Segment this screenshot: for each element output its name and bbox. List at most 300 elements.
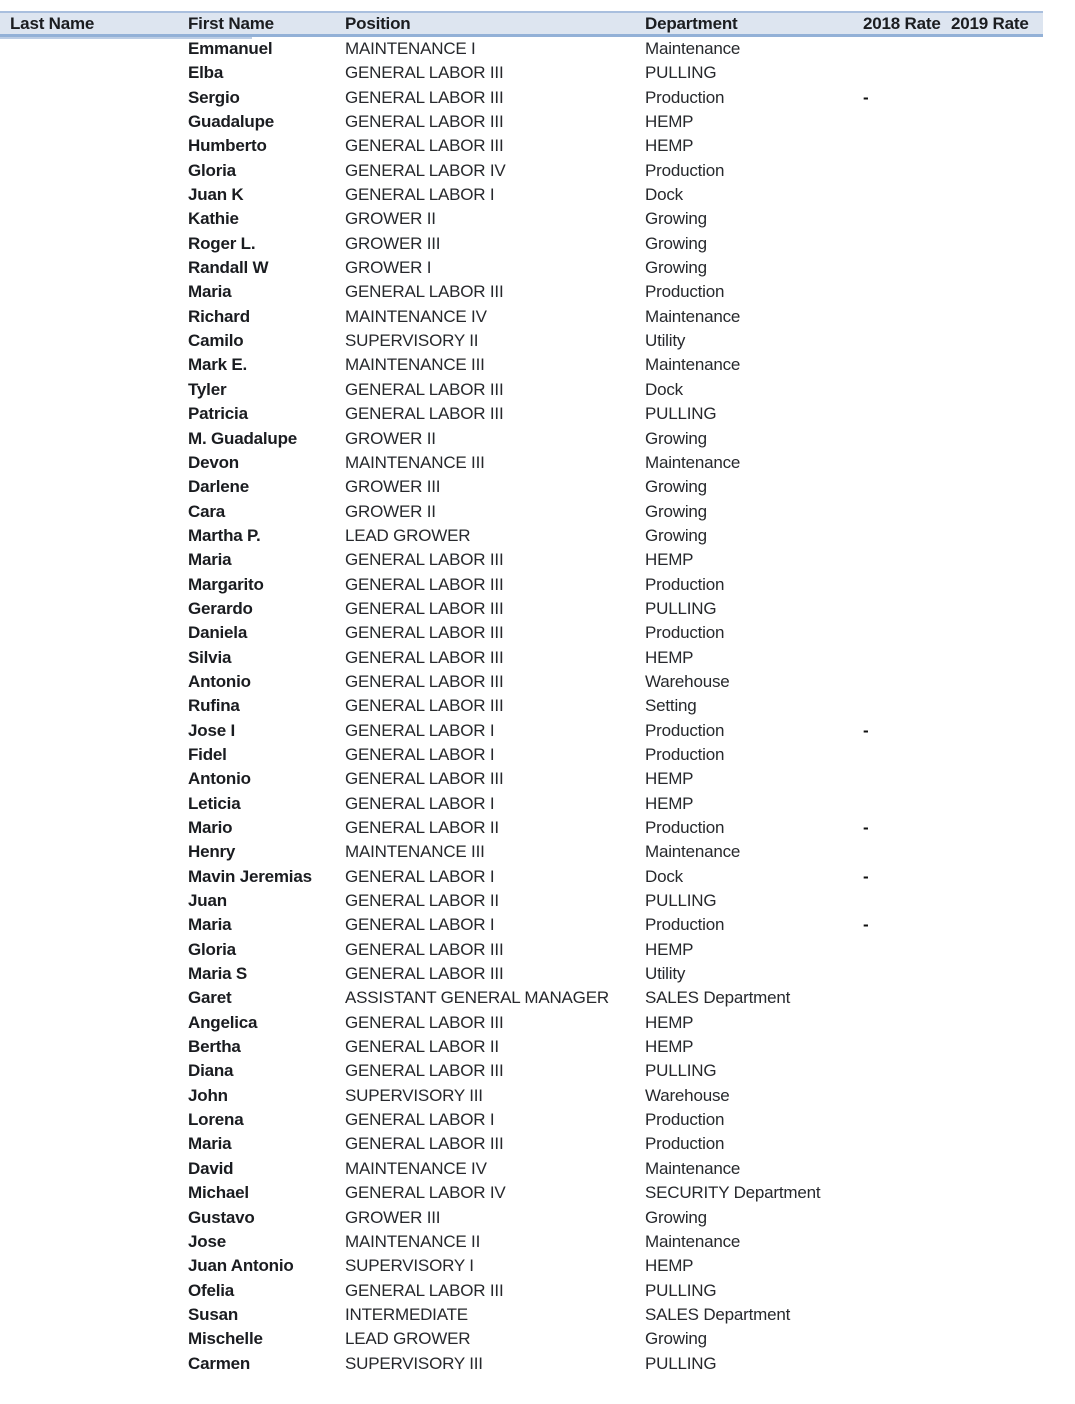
cell-last-name xyxy=(0,792,188,816)
cell-position: GENERAL LABOR III xyxy=(345,282,504,302)
cell-department: Growing xyxy=(645,501,707,521)
cell-department: PULLING xyxy=(645,1061,717,1081)
table-row xyxy=(0,1108,1043,1132)
cell-position: MAINTENANCE II xyxy=(345,1231,481,1251)
cell-2019-rate xyxy=(948,1035,1043,1059)
cell-position: SUPERVISORY I xyxy=(345,1256,474,1276)
cell-first-name: Garet xyxy=(188,988,232,1008)
cell-position: GROWER III xyxy=(345,1207,441,1227)
cell-department: HEMP xyxy=(645,1256,694,1276)
cell-2019-rate xyxy=(948,110,1043,134)
cell-2018-rate xyxy=(860,305,948,329)
table-row xyxy=(0,353,1043,377)
cell-department: Production xyxy=(645,1110,725,1130)
cell-2018-rate xyxy=(860,1059,948,1083)
cell-last-name xyxy=(0,865,188,889)
cell-department: Growing xyxy=(645,477,707,497)
cell-2019-rate xyxy=(948,61,1043,85)
cell-position: GROWER II xyxy=(345,428,436,448)
cell-last-name xyxy=(0,962,188,986)
table-row xyxy=(0,37,1043,61)
cell-position: ASSISTANT GENERAL MANAGER xyxy=(345,988,609,1008)
cell-department: Production xyxy=(645,915,725,935)
table-row xyxy=(0,134,1043,158)
cell-2019-rate xyxy=(948,1303,1043,1327)
cell-last-name xyxy=(0,378,188,402)
cell-2018-rate xyxy=(860,256,948,280)
cell-last-name xyxy=(0,1230,188,1254)
cell-first-name: Cara xyxy=(188,501,226,521)
cell-2018-rate: - xyxy=(863,720,869,740)
col-header-last-name: Last Name xyxy=(10,14,95,33)
cell-2018-rate xyxy=(860,1132,948,1156)
cell-2018-rate xyxy=(860,938,948,962)
cell-2018-rate xyxy=(860,451,948,475)
cell-last-name xyxy=(0,670,188,694)
cell-last-name xyxy=(0,621,188,645)
cell-2018-rate xyxy=(860,1181,948,1205)
cell-first-name: Martha P. xyxy=(188,525,261,545)
cell-last-name xyxy=(0,61,188,85)
cell-first-name: Patricia xyxy=(188,404,248,424)
table-row xyxy=(0,573,1043,597)
cell-2018-rate xyxy=(860,792,948,816)
cell-2019-rate xyxy=(948,1157,1043,1181)
cell-2019-rate xyxy=(948,670,1043,694)
cell-first-name: Juan xyxy=(188,891,227,911)
cell-position: GENERAL LABOR I xyxy=(345,744,495,764)
cell-department: PULLING xyxy=(645,891,717,911)
cell-2019-rate xyxy=(948,573,1043,597)
cell-department: PULLING xyxy=(645,598,717,618)
cell-last-name xyxy=(0,1157,188,1181)
cell-position: GENERAL LABOR III xyxy=(345,63,504,83)
cell-first-name: Antonio xyxy=(188,671,251,691)
cell-first-name: Richard xyxy=(188,306,250,326)
cell-2019-rate xyxy=(948,621,1043,645)
cell-2019-rate xyxy=(948,1108,1043,1132)
cell-department: Production xyxy=(645,1134,725,1154)
cell-position: GENERAL LABOR I xyxy=(345,866,495,886)
cell-2018-rate xyxy=(860,694,948,718)
cell-department: Production xyxy=(645,623,725,643)
cell-2019-rate xyxy=(948,986,1043,1010)
cell-2018-rate xyxy=(860,1327,948,1351)
cell-position: GROWER II xyxy=(345,501,436,521)
cell-2018-rate xyxy=(860,621,948,645)
cell-first-name: Elba xyxy=(188,63,224,83)
cell-position: GENERAL LABOR III xyxy=(345,647,504,667)
col-header-position: Position xyxy=(345,14,411,33)
table-row xyxy=(0,840,1043,864)
cell-last-name xyxy=(0,767,188,791)
cell-position: SUPERVISORY III xyxy=(345,1353,483,1373)
cell-department: HEMP xyxy=(645,1012,694,1032)
cell-2019-rate xyxy=(948,159,1043,183)
cell-first-name: Ofelia xyxy=(188,1280,235,1300)
table-row xyxy=(0,61,1043,85)
cell-2019-rate xyxy=(948,792,1043,816)
cell-2018-rate xyxy=(860,183,948,207)
cell-last-name xyxy=(0,500,188,524)
cell-2018-rate: - xyxy=(863,818,869,837)
cell-position: GENERAL LABOR III xyxy=(345,939,504,959)
cell-department: Growing xyxy=(645,233,707,253)
cell-first-name: Gloria xyxy=(188,160,236,180)
cell-first-name: Mavin Jeremias xyxy=(188,866,312,886)
table-row xyxy=(0,86,1043,110)
table-row xyxy=(0,1230,1043,1254)
cell-2019-rate xyxy=(948,1181,1043,1205)
cell-first-name: Devon xyxy=(188,452,239,472)
cell-position: GENERAL LABOR II xyxy=(345,818,499,837)
table-row xyxy=(0,646,1043,670)
cell-position: GENERAL LABOR III xyxy=(345,112,504,132)
col-header-2018-rate: 2018 Rate xyxy=(863,14,941,33)
cell-first-name: Angelica xyxy=(188,1012,258,1032)
cell-first-name: Silvia xyxy=(188,647,232,667)
cell-department: Maintenance xyxy=(645,452,741,472)
cell-2019-rate xyxy=(948,280,1043,304)
cell-department: HEMP xyxy=(645,1037,694,1057)
cell-2019-rate xyxy=(948,548,1043,572)
cell-department: PULLING xyxy=(645,1280,717,1300)
cell-2018-rate xyxy=(860,743,948,767)
cell-first-name: Mischelle xyxy=(188,1329,263,1349)
cell-department: Dock xyxy=(645,185,683,205)
cell-last-name xyxy=(0,1011,188,1035)
table-row xyxy=(0,816,1043,840)
table-row xyxy=(0,986,1043,1010)
cell-department: Warehouse xyxy=(645,671,730,691)
cell-department: Maintenance xyxy=(645,306,741,326)
cell-last-name xyxy=(0,913,188,937)
table-row xyxy=(0,621,1043,645)
cell-2018-rate: - xyxy=(863,866,869,886)
cell-position: GENERAL LABOR III xyxy=(345,964,504,984)
cell-2019-rate xyxy=(948,1206,1043,1230)
cell-first-name: Maria S xyxy=(188,964,248,984)
cell-position: GENERAL LABOR I xyxy=(345,185,495,205)
table-header-row xyxy=(0,11,1043,37)
cell-2018-rate xyxy=(860,1108,948,1132)
cell-last-name xyxy=(0,86,188,110)
cell-department: Growing xyxy=(645,525,707,545)
cell-position: MAINTENANCE III xyxy=(345,355,485,375)
cell-2018-rate xyxy=(860,61,948,85)
cell-2018-rate xyxy=(860,1279,948,1303)
cell-department: Production xyxy=(645,744,725,764)
cell-first-name: Roger L. xyxy=(188,233,256,253)
cell-first-name: John xyxy=(188,1085,228,1105)
cell-2019-rate xyxy=(948,37,1043,61)
cell-department: Maintenance xyxy=(645,1158,741,1178)
cell-last-name xyxy=(0,232,188,256)
table-row xyxy=(0,1035,1043,1059)
cell-position: GENERAL LABOR III xyxy=(345,136,504,156)
cell-first-name: Jose xyxy=(188,1231,226,1251)
cell-2019-rate xyxy=(948,353,1043,377)
cell-2019-rate xyxy=(948,1279,1043,1303)
col-header-2019-rate: 2019 Rate xyxy=(951,14,1029,33)
table-row xyxy=(0,402,1043,426)
cell-position: GENERAL LABOR III xyxy=(345,769,504,789)
cell-first-name: Emmanuel xyxy=(188,39,273,58)
cell-department: Utility xyxy=(645,331,686,351)
cell-position: GENERAL LABOR III xyxy=(345,696,504,716)
cell-last-name xyxy=(0,986,188,1010)
cell-position: GENERAL LABOR IV xyxy=(345,1183,506,1203)
cell-2018-rate xyxy=(860,1206,948,1230)
cell-department: Setting xyxy=(645,696,697,716)
cell-position: MAINTENANCE IV xyxy=(345,1158,487,1178)
cell-2018-rate xyxy=(860,646,948,670)
cell-last-name xyxy=(0,694,188,718)
cell-first-name: Randall W xyxy=(188,258,269,278)
cell-2019-rate xyxy=(948,305,1043,329)
cell-first-name: Fidel xyxy=(188,744,227,764)
cell-2019-rate xyxy=(948,1084,1043,1108)
cell-2018-rate xyxy=(860,232,948,256)
table-row xyxy=(0,767,1043,791)
table-row xyxy=(0,792,1043,816)
cell-position: LEAD GROWER xyxy=(345,525,471,545)
cell-2019-rate xyxy=(948,329,1043,353)
cell-first-name: Maria xyxy=(188,1134,232,1154)
cell-2019-rate xyxy=(948,232,1043,256)
cell-position: GROWER III xyxy=(345,233,441,253)
table-row xyxy=(0,962,1043,986)
table-row xyxy=(0,1254,1043,1278)
cell-department: Maintenance xyxy=(645,355,741,375)
cell-last-name xyxy=(0,1132,188,1156)
table-row xyxy=(0,232,1043,256)
table-row xyxy=(0,1132,1043,1156)
cell-last-name xyxy=(0,719,188,743)
cell-first-name: Maria xyxy=(188,915,232,935)
cell-2018-rate xyxy=(860,1303,948,1327)
cell-2018-rate xyxy=(860,573,948,597)
cell-department: Production xyxy=(645,574,725,594)
cell-first-name: Bertha xyxy=(188,1037,241,1057)
cell-department: Utility xyxy=(645,964,686,984)
cell-2018-rate xyxy=(860,110,948,134)
cell-first-name: Tyler xyxy=(188,379,227,399)
cell-department: Production xyxy=(645,282,725,302)
cell-first-name: Gerardo xyxy=(188,598,253,618)
cell-department: SECURITY Department xyxy=(645,1183,821,1203)
cell-2019-rate xyxy=(948,719,1043,743)
cell-2019-rate xyxy=(948,962,1043,986)
cell-2018-rate xyxy=(860,353,948,377)
cell-department: Growing xyxy=(645,428,707,448)
cell-2019-rate xyxy=(948,183,1043,207)
cell-last-name xyxy=(0,280,188,304)
cell-2018-rate xyxy=(860,1352,948,1376)
cell-position: GENERAL LABOR III xyxy=(345,1061,504,1081)
cell-2018-rate xyxy=(860,427,948,451)
cell-position: MAINTENANCE III xyxy=(345,842,485,862)
cell-2019-rate xyxy=(948,1327,1043,1351)
cell-2019-rate xyxy=(948,1132,1043,1156)
cell-last-name xyxy=(0,475,188,499)
cell-position: MAINTENANCE III xyxy=(345,452,485,472)
table-row xyxy=(0,1327,1043,1351)
cell-department: Maintenance xyxy=(645,1231,741,1251)
cell-first-name: Gloria xyxy=(188,939,236,959)
cell-last-name xyxy=(0,305,188,329)
cell-2019-rate xyxy=(948,1011,1043,1035)
cell-position: SUPERVISORY II xyxy=(345,331,479,351)
cell-2019-rate xyxy=(948,840,1043,864)
cell-first-name: Susan xyxy=(188,1304,239,1324)
table-row xyxy=(0,938,1043,962)
table-row xyxy=(0,865,1043,889)
cell-department: Dock xyxy=(645,379,683,399)
cell-position: MAINTENANCE I xyxy=(345,39,476,58)
cell-2019-rate xyxy=(948,378,1043,402)
cell-department: Dock xyxy=(645,866,683,886)
cell-2018-rate xyxy=(860,1011,948,1035)
cell-2018-rate xyxy=(860,986,948,1010)
cell-department: Growing xyxy=(645,1207,707,1227)
cell-last-name xyxy=(0,256,188,280)
cell-position: GROWER III xyxy=(345,477,441,497)
cell-department: Production xyxy=(645,160,725,180)
cell-last-name xyxy=(0,597,188,621)
cell-department: HEMP xyxy=(645,939,694,959)
cell-position: GENERAL LABOR III xyxy=(345,87,504,107)
cell-2019-rate xyxy=(948,597,1043,621)
cell-2018-rate xyxy=(860,548,948,572)
cell-last-name xyxy=(0,37,188,61)
cell-last-name xyxy=(0,451,188,475)
cell-department: Warehouse xyxy=(645,1085,730,1105)
cell-last-name xyxy=(0,110,188,134)
cell-2018-rate xyxy=(860,280,948,304)
cell-first-name: Kathie xyxy=(188,209,239,229)
cell-2018-rate xyxy=(860,1084,948,1108)
cell-2019-rate xyxy=(948,889,1043,913)
table-row xyxy=(0,1157,1043,1181)
cell-2019-rate xyxy=(948,694,1043,718)
cell-first-name: Gustavo xyxy=(188,1207,255,1227)
cell-first-name: Mark E. xyxy=(188,355,248,375)
cell-2018-rate xyxy=(860,670,948,694)
cell-last-name xyxy=(0,1303,188,1327)
cell-first-name: M. Guadalupe xyxy=(188,428,298,448)
cell-last-name xyxy=(0,1084,188,1108)
cell-last-name xyxy=(0,1181,188,1205)
table-row xyxy=(0,256,1043,280)
cell-position: GENERAL LABOR IV xyxy=(345,160,506,180)
cell-position: GENERAL LABOR III xyxy=(345,1134,504,1154)
cell-first-name: Henry xyxy=(188,842,236,862)
cell-2019-rate xyxy=(948,646,1043,670)
cell-last-name xyxy=(0,743,188,767)
cell-first-name: Juan Antonio xyxy=(188,1256,294,1276)
table-row xyxy=(0,207,1043,231)
cell-last-name xyxy=(0,1279,188,1303)
cell-last-name xyxy=(0,1035,188,1059)
cell-department: SALES Department xyxy=(645,1304,791,1324)
cell-department: PULLING xyxy=(645,1353,717,1373)
cell-first-name: David xyxy=(188,1158,234,1178)
table-row xyxy=(0,1084,1043,1108)
cell-first-name: Leticia xyxy=(188,793,241,813)
cell-2019-rate xyxy=(948,475,1043,499)
cell-2019-rate xyxy=(948,256,1043,280)
cell-last-name xyxy=(0,329,188,353)
cell-2019-rate xyxy=(948,402,1043,426)
cell-2019-rate xyxy=(948,500,1043,524)
cell-2019-rate xyxy=(948,451,1043,475)
col-header-department: Department xyxy=(645,14,738,33)
cell-last-name xyxy=(0,816,188,840)
cell-position: GENERAL LABOR I xyxy=(345,793,495,813)
table-row xyxy=(0,280,1043,304)
cell-position: GENERAL LABOR II xyxy=(345,1037,499,1057)
cell-2018-rate: - xyxy=(863,915,869,935)
cell-last-name xyxy=(0,938,188,962)
table-row xyxy=(0,329,1043,353)
cell-2019-rate xyxy=(948,743,1043,767)
cell-position: GENERAL LABOR I xyxy=(345,720,495,740)
cell-2018-rate xyxy=(860,1230,948,1254)
cell-first-name: Maria xyxy=(188,282,232,302)
cell-2018-rate xyxy=(860,475,948,499)
cell-2019-rate xyxy=(948,427,1043,451)
cell-2018-rate xyxy=(860,767,948,791)
cell-last-name xyxy=(0,1059,188,1083)
cell-2018-rate xyxy=(860,1035,948,1059)
cell-2018-rate xyxy=(860,329,948,353)
table-row xyxy=(0,500,1043,524)
table-row xyxy=(0,524,1043,548)
cell-last-name xyxy=(0,646,188,670)
cell-first-name: Guadalupe xyxy=(188,112,275,132)
table-row xyxy=(0,451,1043,475)
cell-last-name xyxy=(0,889,188,913)
cell-department: Maintenance xyxy=(645,842,741,862)
cell-position: GROWER II xyxy=(345,209,436,229)
cell-last-name xyxy=(0,159,188,183)
cell-2019-rate xyxy=(948,1230,1043,1254)
cell-department: HEMP xyxy=(645,112,694,132)
cell-department: PULLING xyxy=(645,63,717,83)
cell-position: GENERAL LABOR III xyxy=(345,550,504,570)
table-row xyxy=(0,159,1043,183)
cell-2018-rate xyxy=(860,134,948,158)
cell-last-name xyxy=(0,1108,188,1132)
cell-department: Growing xyxy=(645,1329,707,1349)
table-row xyxy=(0,378,1043,402)
cell-2018-rate xyxy=(860,207,948,231)
cell-2018-rate: - xyxy=(863,87,869,107)
cell-position: INTERMEDIATE xyxy=(345,1304,468,1324)
cell-2019-rate xyxy=(948,913,1043,937)
cell-department: Production xyxy=(645,818,725,837)
cell-department: HEMP xyxy=(645,647,694,667)
cell-last-name xyxy=(0,427,188,451)
cell-first-name: Antonio xyxy=(188,769,251,789)
cell-first-name: Diana xyxy=(188,1061,234,1081)
table-row xyxy=(0,670,1043,694)
table-row xyxy=(0,475,1043,499)
cell-first-name: Carmen xyxy=(188,1353,251,1373)
table-row xyxy=(0,1181,1043,1205)
cell-position: SUPERVISORY III xyxy=(345,1085,483,1105)
